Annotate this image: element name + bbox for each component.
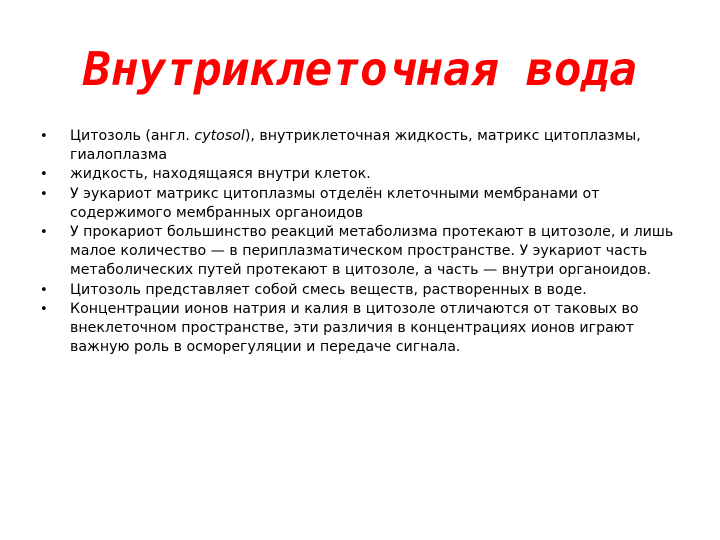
bullet-item-mixture bbox=[40, 281, 690, 300]
bullet-text: Цитозоль представляет собой смесь веществ, растворенных в воде. bbox=[70, 281, 587, 298]
bullet-dot-icon: • bbox=[40, 186, 48, 202]
bullet-item-ions bbox=[40, 300, 690, 358]
bullet-list bbox=[40, 127, 690, 357]
bullet-item-eukaryotes bbox=[40, 185, 690, 223]
bullet-item-fluid bbox=[40, 165, 690, 184]
bullet-dot-icon: • bbox=[40, 129, 48, 144]
bullet-item-prokaryotes bbox=[40, 223, 690, 281]
bullet-item-cytosol bbox=[40, 127, 690, 165]
slide-title: Внутриклеточная вода bbox=[83, 42, 637, 96]
bullet-text: У эукариот матрикс цитоплазмы отделён клеточными мембранами от содержимого мембранных органоидов bbox=[70, 185, 600, 221]
bullet-dot-icon: • bbox=[40, 225, 48, 241]
bullet-text: У прокариот большинство реакций метаболизма протекают в цитозоле, и лишь малое количество — в периплазматическом пространстве. У эукариот часть метаболических путей протекают в цитозоле, а часть — внутри органоидов. bbox=[70, 224, 674, 279]
bullet-text: Концентрации ионов натрия и калия в цитозоле отличаются от таковых во внеклеточном пространстве, эти различия в концентрациях ионов играют важную роль в осморегуляции и передаче сигнала. bbox=[70, 300, 639, 356]
bullet-text: жидкость, находящаяся внутри клеток. bbox=[70, 166, 371, 183]
bullet-dot-icon: • bbox=[40, 301, 48, 317]
bullet-text-after: ), внутриклеточная жидкость, матрикс цитоплазмы, гиалоплазма bbox=[70, 128, 641, 164]
bullet-dot-icon: • bbox=[40, 282, 48, 298]
bullet-term: cytosol bbox=[194, 128, 245, 144]
bullet-text-before: Цитозоль (англ. bbox=[70, 128, 195, 144]
bullet-dot-icon: • bbox=[40, 167, 48, 183]
